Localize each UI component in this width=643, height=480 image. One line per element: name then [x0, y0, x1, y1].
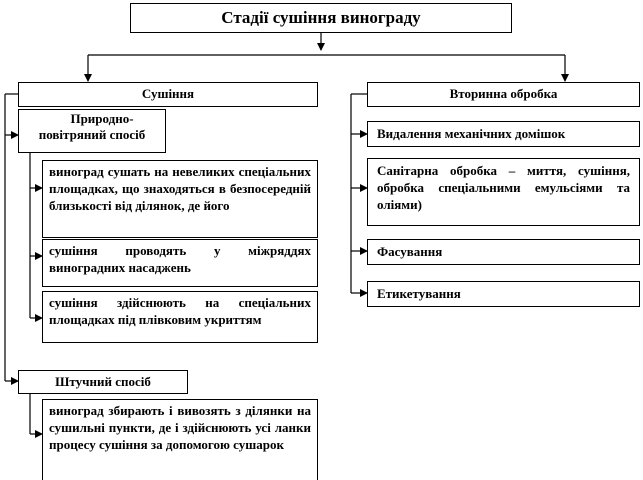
artificial-item-1: виноград збирають і вивозять з ділянки на сушильні пункти, де і здійснюють усі ланки процесу сушіння за допомогою сушарок: [42, 399, 318, 480]
diagram-title: Стадії сушіння винограду: [221, 8, 421, 27]
right-item-1: Видалення механічних домішок: [367, 121, 640, 147]
natural-item-1: виноград сушать на невеликих спеціальних площадках, що знаходяться в безпосередній близькості від ділянок, де його: [42, 160, 318, 238]
natural-item-3: сушіння здійснюють на спеціальних площадках під плівковим укриттям: [42, 291, 318, 343]
diagram-title-box: [130, 3, 512, 33]
natural-item-2: сушіння проводять у міжряддях виноградних насаджень: [42, 239, 318, 287]
artificial-method-label: Штучний спосіб: [55, 373, 151, 389]
natural-method-box: [18, 109, 166, 153]
right-item-3: Фасування: [367, 239, 640, 265]
drying-header-box: [18, 82, 318, 107]
natural-method-label-line2: повітряний спосіб: [38, 127, 146, 143]
drying-header: Сушіння: [141, 86, 195, 102]
right-item-2: Санітарна обробка – миття, сушіння, обробка спеціальними емульсіями та оліями): [367, 158, 640, 226]
natural-method-label-line1: Природно-: [70, 111, 134, 126]
secondary-processing-header-box: [367, 82, 640, 107]
artificial-method-box: [18, 370, 188, 394]
secondary-processing-header: Вторинна обробка: [449, 86, 558, 102]
right-item-4: Етикетування: [367, 281, 640, 307]
